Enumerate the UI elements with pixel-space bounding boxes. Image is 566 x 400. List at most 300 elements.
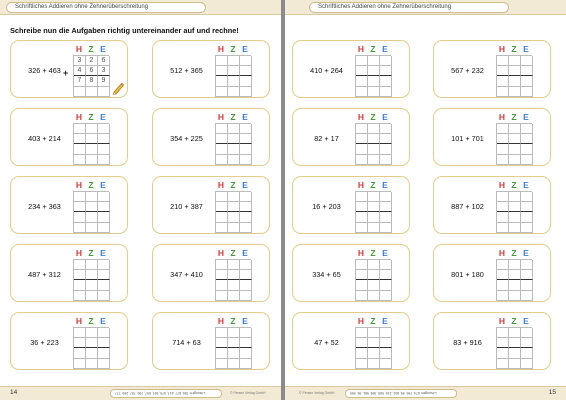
digit-cell[interactable] bbox=[216, 134, 228, 144]
digit-cell[interactable] bbox=[216, 87, 228, 97]
digit-cell[interactable] bbox=[74, 202, 86, 212]
digit-cell[interactable] bbox=[240, 155, 252, 165]
digit-cell[interactable] bbox=[98, 359, 110, 369]
digit-cell[interactable] bbox=[74, 270, 86, 280]
digit-cell[interactable] bbox=[380, 260, 392, 270]
solutions-text: Lösungen: 674, 799, 99, 802, 219, 989, 399, 981, 99, 999 bbox=[350, 391, 437, 395]
digit-cell[interactable] bbox=[380, 212, 392, 222]
digit-cell[interactable] bbox=[74, 155, 86, 165]
place-value-label: Z bbox=[511, 44, 517, 54]
digit-cell[interactable] bbox=[521, 87, 533, 97]
digit-cell[interactable] bbox=[240, 134, 252, 144]
digit-cell[interactable] bbox=[368, 66, 380, 76]
answer-grid[interactable] bbox=[215, 44, 251, 97]
digit-cell[interactable] bbox=[509, 144, 521, 154]
right-page bbox=[285, 0, 566, 400]
digit-cell[interactable] bbox=[228, 280, 240, 290]
task-equation: 234 + 363 bbox=[28, 202, 61, 211]
place-value-label: E bbox=[242, 112, 248, 122]
digit-cell[interactable] bbox=[497, 280, 509, 290]
digit-cell[interactable] bbox=[98, 212, 110, 222]
digit-cell[interactable] bbox=[380, 223, 392, 233]
task-equation: 801 + 180 bbox=[451, 270, 484, 279]
digit-cell[interactable] bbox=[509, 155, 521, 165]
digit-cell[interactable] bbox=[216, 260, 228, 270]
digit-cell[interactable] bbox=[521, 192, 533, 202]
digit-cell[interactable] bbox=[86, 348, 98, 358]
digit-cell[interactable] bbox=[228, 291, 240, 301]
digit-cell[interactable] bbox=[509, 338, 521, 348]
digit-cell[interactable] bbox=[98, 348, 110, 358]
place-value-label: Z bbox=[511, 180, 517, 190]
digit-cell[interactable] bbox=[368, 87, 380, 97]
digit-cell[interactable] bbox=[368, 260, 380, 270]
digit-cell[interactable] bbox=[497, 144, 509, 154]
digit-cell[interactable] bbox=[356, 338, 368, 348]
digit-cell[interactable] bbox=[98, 192, 110, 202]
digit-cell[interactable]: 6 bbox=[98, 56, 110, 66]
digit-cell[interactable] bbox=[521, 291, 533, 301]
digit-cell[interactable] bbox=[74, 260, 86, 270]
digit-cell[interactable] bbox=[368, 338, 380, 348]
digit-cell[interactable] bbox=[521, 76, 533, 86]
digit-cell[interactable] bbox=[380, 56, 392, 66]
answer-grid[interactable] bbox=[496, 248, 532, 301]
digit-cell[interactable] bbox=[240, 192, 252, 202]
digit-cell[interactable] bbox=[356, 56, 368, 66]
digit-cell[interactable] bbox=[509, 87, 521, 97]
digit-cell[interactable] bbox=[240, 328, 252, 338]
digit-cell[interactable] bbox=[98, 87, 110, 97]
digit-cell[interactable] bbox=[368, 348, 380, 358]
digit-cell[interactable] bbox=[356, 260, 368, 270]
digit-cell[interactable] bbox=[509, 56, 521, 66]
digit-cell[interactable] bbox=[98, 223, 110, 233]
digit-cell[interactable] bbox=[521, 155, 533, 165]
digit-cell[interactable]: 3 bbox=[98, 66, 110, 76]
digit-cell[interactable] bbox=[356, 348, 368, 358]
answer-grid[interactable] bbox=[496, 180, 532, 233]
digit-cell[interactable] bbox=[74, 359, 86, 369]
answer-grid[interactable] bbox=[215, 316, 251, 369]
digit-cell[interactable] bbox=[356, 124, 368, 134]
digit-cell[interactable] bbox=[216, 270, 228, 280]
digit-cell[interactable] bbox=[98, 144, 110, 154]
place-value-label: Z bbox=[230, 316, 236, 326]
digit-cell[interactable] bbox=[228, 124, 240, 134]
answer-grid[interactable] bbox=[355, 112, 391, 165]
digit-cell[interactable] bbox=[509, 192, 521, 202]
digit-cell[interactable] bbox=[216, 328, 228, 338]
digit-cell[interactable] bbox=[98, 338, 110, 348]
digit-cell[interactable] bbox=[380, 280, 392, 290]
digit-cell[interactable] bbox=[86, 212, 98, 222]
digit-cell[interactable]: 9 bbox=[98, 76, 110, 86]
digit-cell[interactable] bbox=[356, 212, 368, 222]
digit-cell[interactable] bbox=[74, 87, 86, 97]
digit-cell[interactable] bbox=[228, 192, 240, 202]
answer-grid[interactable] bbox=[73, 112, 109, 165]
digit-cell[interactable] bbox=[380, 291, 392, 301]
answer-grid[interactable] bbox=[496, 112, 532, 165]
digit-cell[interactable] bbox=[98, 270, 110, 280]
digit-cell[interactable] bbox=[86, 134, 98, 144]
digit-cell[interactable] bbox=[228, 202, 240, 212]
digit-cell[interactable] bbox=[521, 348, 533, 358]
digit-cell[interactable] bbox=[368, 280, 380, 290]
digit-cell[interactable] bbox=[521, 66, 533, 76]
digit-cell[interactable] bbox=[216, 66, 228, 76]
digit-cell[interactable]: 7 bbox=[74, 76, 86, 86]
digit-cell[interactable] bbox=[509, 124, 521, 134]
place-value-label: H bbox=[217, 248, 225, 258]
digit-cell[interactable] bbox=[98, 328, 110, 338]
place-value-header bbox=[73, 316, 109, 327]
digit-cell[interactable] bbox=[86, 359, 98, 369]
digit-cell[interactable] bbox=[74, 134, 86, 144]
place-value-header bbox=[355, 248, 391, 259]
digit-cell[interactable] bbox=[497, 87, 509, 97]
digit-cell[interactable]: 2 bbox=[86, 56, 98, 66]
digit-cell[interactable] bbox=[509, 280, 521, 290]
digit-cell[interactable] bbox=[86, 223, 98, 233]
digit-cell[interactable] bbox=[521, 223, 533, 233]
digit-cell[interactable] bbox=[98, 202, 110, 212]
answer-grid[interactable] bbox=[496, 44, 532, 97]
digit-cell[interactable] bbox=[228, 212, 240, 222]
digit-cell[interactable] bbox=[497, 56, 509, 66]
digit-cell[interactable] bbox=[521, 124, 533, 134]
digit-cell[interactable] bbox=[216, 144, 228, 154]
digit-cell[interactable] bbox=[356, 359, 368, 369]
digit-cell[interactable] bbox=[497, 260, 509, 270]
digit-cell[interactable] bbox=[380, 134, 392, 144]
digit-cell[interactable] bbox=[368, 328, 380, 338]
answer-grid[interactable] bbox=[73, 316, 109, 369]
digit-cell[interactable] bbox=[86, 270, 98, 280]
digit-cell[interactable] bbox=[497, 348, 509, 358]
answer-grid[interactable] bbox=[355, 316, 391, 369]
digit-cell[interactable] bbox=[380, 270, 392, 280]
digit-cell[interactable] bbox=[98, 291, 110, 301]
digit-cell[interactable] bbox=[356, 76, 368, 86]
digit-cell[interactable] bbox=[368, 76, 380, 86]
place-value-label: H bbox=[357, 316, 365, 326]
digit-cell[interactable] bbox=[216, 76, 228, 86]
digit-cell[interactable] bbox=[521, 359, 533, 369]
digit-cell[interactable] bbox=[368, 124, 380, 134]
answer-grid[interactable] bbox=[215, 248, 251, 301]
place-value-header bbox=[73, 44, 109, 55]
digit-cell[interactable] bbox=[380, 202, 392, 212]
digit-cell[interactable] bbox=[368, 223, 380, 233]
digit-cell[interactable] bbox=[521, 280, 533, 290]
digit-cell[interactable] bbox=[509, 291, 521, 301]
place-value-header bbox=[496, 44, 532, 55]
digit-cell[interactable] bbox=[86, 87, 98, 97]
digit-cell[interactable]: 6 bbox=[86, 66, 98, 76]
digit-cell[interactable] bbox=[380, 338, 392, 348]
digit-cell[interactable] bbox=[216, 348, 228, 358]
digit-cell[interactable] bbox=[356, 192, 368, 202]
task-card bbox=[433, 108, 551, 166]
digit-cell[interactable] bbox=[509, 359, 521, 369]
digit-cell[interactable] bbox=[216, 56, 228, 66]
digit-cell[interactable]: 4 bbox=[74, 66, 86, 76]
digit-cell[interactable] bbox=[356, 155, 368, 165]
digit-cell[interactable] bbox=[228, 260, 240, 270]
digit-cell[interactable] bbox=[216, 223, 228, 233]
digit-cell[interactable] bbox=[228, 134, 240, 144]
digit-cell[interactable] bbox=[356, 280, 368, 290]
digit-cell[interactable] bbox=[216, 338, 228, 348]
digit-cell[interactable] bbox=[86, 144, 98, 154]
digit-cell[interactable] bbox=[368, 202, 380, 212]
place-value-label: Z bbox=[511, 248, 517, 258]
digit-cell[interactable] bbox=[74, 348, 86, 358]
digit-cell[interactable] bbox=[497, 155, 509, 165]
digit-cell[interactable] bbox=[380, 87, 392, 97]
answer-grid[interactable] bbox=[215, 112, 251, 165]
answer-grid[interactable] bbox=[355, 180, 391, 233]
digit-cell[interactable] bbox=[240, 291, 252, 301]
answer-grid[interactable] bbox=[73, 248, 109, 301]
digit-cell[interactable] bbox=[98, 260, 110, 270]
digit-cells bbox=[73, 259, 109, 301]
digit-cell[interactable] bbox=[240, 212, 252, 222]
digit-cell[interactable] bbox=[497, 270, 509, 280]
answer-grid[interactable] bbox=[355, 248, 391, 301]
digit-cell[interactable] bbox=[356, 223, 368, 233]
digit-cell[interactable] bbox=[380, 155, 392, 165]
digit-cell[interactable] bbox=[356, 144, 368, 154]
digit-cell[interactable] bbox=[521, 144, 533, 154]
digit-cell[interactable]: 3 bbox=[74, 56, 86, 66]
digit-cell[interactable] bbox=[497, 338, 509, 348]
digit-cell[interactable] bbox=[356, 202, 368, 212]
task-card bbox=[433, 244, 551, 302]
digit-cell[interactable] bbox=[86, 291, 98, 301]
place-value-header bbox=[496, 316, 532, 327]
page-title: Schriftliches Addieren ohne Zehnerüberschreitung bbox=[6, 2, 206, 13]
place-value-label: E bbox=[523, 316, 529, 326]
digit-cell[interactable] bbox=[86, 124, 98, 134]
task-card bbox=[292, 40, 410, 98]
digit-cell[interactable] bbox=[356, 328, 368, 338]
digit-cell[interactable] bbox=[509, 270, 521, 280]
digit-cell[interactable] bbox=[521, 338, 533, 348]
digit-cell[interactable] bbox=[497, 212, 509, 222]
digit-cell[interactable] bbox=[368, 144, 380, 154]
digit-cell[interactable] bbox=[509, 202, 521, 212]
answer-grid[interactable] bbox=[496, 316, 532, 369]
digit-cell[interactable] bbox=[240, 87, 252, 97]
digit-cell[interactable] bbox=[86, 155, 98, 165]
digit-cell[interactable] bbox=[380, 144, 392, 154]
digit-cell[interactable] bbox=[74, 338, 86, 348]
digit-cell[interactable] bbox=[240, 124, 252, 134]
digit-cell[interactable] bbox=[497, 202, 509, 212]
digit-cell[interactable] bbox=[240, 202, 252, 212]
answer-grid[interactable] bbox=[215, 180, 251, 233]
digit-cell[interactable] bbox=[86, 338, 98, 348]
digit-cell[interactable] bbox=[368, 192, 380, 202]
digit-cell[interactable] bbox=[228, 359, 240, 369]
digit-cell[interactable] bbox=[509, 348, 521, 358]
place-value-label: E bbox=[100, 316, 106, 326]
digit-cells bbox=[215, 327, 251, 369]
digit-cell[interactable] bbox=[497, 124, 509, 134]
digit-cell[interactable] bbox=[240, 144, 252, 154]
digit-cell[interactable]: 8 bbox=[86, 76, 98, 86]
digit-cell[interactable] bbox=[240, 270, 252, 280]
digit-cell[interactable] bbox=[86, 192, 98, 202]
place-value-label: E bbox=[523, 180, 529, 190]
answer-grid[interactable] bbox=[355, 44, 391, 97]
digit-cell[interactable] bbox=[521, 56, 533, 66]
digit-cell[interactable] bbox=[74, 223, 86, 233]
digit-cell[interactable] bbox=[368, 212, 380, 222]
task-card bbox=[152, 244, 270, 302]
digit-cell[interactable] bbox=[86, 260, 98, 270]
digit-cell[interactable] bbox=[356, 134, 368, 144]
digit-cell[interactable] bbox=[509, 212, 521, 222]
place-value-label: H bbox=[357, 44, 365, 54]
digit-cell[interactable] bbox=[216, 155, 228, 165]
digit-cell[interactable] bbox=[98, 124, 110, 134]
digit-cell[interactable] bbox=[368, 291, 380, 301]
digit-cell[interactable] bbox=[509, 328, 521, 338]
digit-cell[interactable] bbox=[216, 291, 228, 301]
digit-cell[interactable] bbox=[497, 192, 509, 202]
digit-cell[interactable] bbox=[74, 124, 86, 134]
digit-cell[interactable] bbox=[497, 66, 509, 76]
digit-cell[interactable] bbox=[216, 280, 228, 290]
digit-cell[interactable] bbox=[380, 76, 392, 86]
digit-cell[interactable] bbox=[497, 291, 509, 301]
digit-cell[interactable] bbox=[380, 348, 392, 358]
place-value-label: H bbox=[75, 180, 83, 190]
digit-cell[interactable] bbox=[521, 270, 533, 280]
digit-cell[interactable] bbox=[98, 155, 110, 165]
digit-cell[interactable] bbox=[240, 260, 252, 270]
digit-cell[interactable] bbox=[216, 192, 228, 202]
digit-cell[interactable] bbox=[216, 212, 228, 222]
place-value-label: Z bbox=[88, 112, 94, 122]
digit-cell[interactable] bbox=[74, 212, 86, 222]
digit-cell[interactable] bbox=[228, 87, 240, 97]
digit-cell[interactable] bbox=[228, 66, 240, 76]
answer-grid[interactable] bbox=[73, 44, 109, 97]
pencil-icon bbox=[111, 81, 125, 95]
digit-cell[interactable] bbox=[380, 124, 392, 134]
digit-cell[interactable] bbox=[368, 270, 380, 280]
task-card bbox=[433, 312, 551, 370]
digit-cell[interactable] bbox=[240, 338, 252, 348]
digit-cell[interactable] bbox=[509, 260, 521, 270]
digit-cell[interactable] bbox=[509, 223, 521, 233]
digit-cell[interactable] bbox=[521, 212, 533, 222]
digit-cell[interactable] bbox=[497, 223, 509, 233]
digit-cell[interactable] bbox=[240, 76, 252, 86]
digit-cell[interactable] bbox=[521, 202, 533, 212]
digit-cell[interactable] bbox=[228, 338, 240, 348]
digit-cell[interactable] bbox=[521, 134, 533, 144]
digit-cell[interactable] bbox=[228, 56, 240, 66]
digit-cell[interactable] bbox=[240, 56, 252, 66]
plus-sign: + bbox=[63, 68, 69, 78]
place-value-header bbox=[355, 180, 391, 191]
digit-cell[interactable] bbox=[86, 280, 98, 290]
digit-cell[interactable] bbox=[509, 134, 521, 144]
digit-cell[interactable] bbox=[98, 280, 110, 290]
digit-cell[interactable] bbox=[216, 359, 228, 369]
page-number: 14 bbox=[10, 389, 18, 396]
digit-cell[interactable] bbox=[86, 202, 98, 212]
digit-cell[interactable] bbox=[74, 328, 86, 338]
place-value-label: Z bbox=[88, 316, 94, 326]
digit-cell[interactable] bbox=[228, 144, 240, 154]
digit-cell[interactable] bbox=[497, 328, 509, 338]
digit-cell[interactable] bbox=[356, 66, 368, 76]
place-value-label: H bbox=[498, 248, 506, 258]
digit-cell[interactable] bbox=[380, 359, 392, 369]
place-value-label: Z bbox=[230, 44, 236, 54]
digit-cell[interactable] bbox=[380, 66, 392, 76]
digit-cell[interactable] bbox=[497, 134, 509, 144]
digit-cell[interactable] bbox=[228, 270, 240, 280]
digit-cell[interactable] bbox=[521, 260, 533, 270]
answer-grid[interactable] bbox=[73, 180, 109, 233]
digit-cell[interactable] bbox=[380, 192, 392, 202]
digit-cell[interactable] bbox=[240, 223, 252, 233]
digit-cell[interactable] bbox=[521, 328, 533, 338]
digit-cell[interactable] bbox=[228, 76, 240, 86]
digit-cell[interactable] bbox=[74, 192, 86, 202]
digit-cell[interactable] bbox=[228, 155, 240, 165]
place-value-label: H bbox=[498, 316, 506, 326]
digit-cell[interactable] bbox=[497, 359, 509, 369]
place-value-label: E bbox=[523, 44, 529, 54]
digit-cell[interactable] bbox=[509, 76, 521, 86]
digit-cell[interactable] bbox=[356, 270, 368, 280]
digit-cell[interactable] bbox=[368, 56, 380, 66]
digit-cell[interactable] bbox=[368, 134, 380, 144]
digit-cell[interactable] bbox=[356, 291, 368, 301]
digit-cell[interactable] bbox=[509, 66, 521, 76]
digit-cell[interactable] bbox=[240, 280, 252, 290]
digit-cell[interactable] bbox=[74, 280, 86, 290]
digit-cell[interactable] bbox=[368, 155, 380, 165]
digit-cell[interactable] bbox=[228, 328, 240, 338]
digit-cell[interactable] bbox=[98, 134, 110, 144]
digit-cell[interactable] bbox=[228, 223, 240, 233]
digit-cell[interactable] bbox=[216, 202, 228, 212]
digit-cell[interactable] bbox=[240, 359, 252, 369]
digit-cell[interactable] bbox=[356, 87, 368, 97]
digit-cell[interactable] bbox=[216, 124, 228, 134]
digit-cell[interactable] bbox=[74, 144, 86, 154]
digit-cell[interactable] bbox=[240, 66, 252, 76]
digit-cell[interactable] bbox=[380, 328, 392, 338]
digit-cell[interactable] bbox=[228, 348, 240, 358]
digit-cell[interactable] bbox=[240, 348, 252, 358]
digit-cell[interactable] bbox=[497, 76, 509, 86]
digit-cell[interactable] bbox=[368, 359, 380, 369]
digit-cell[interactable] bbox=[86, 328, 98, 338]
task-equation: 487 + 312 bbox=[28, 270, 61, 279]
digit-cell[interactable] bbox=[74, 291, 86, 301]
